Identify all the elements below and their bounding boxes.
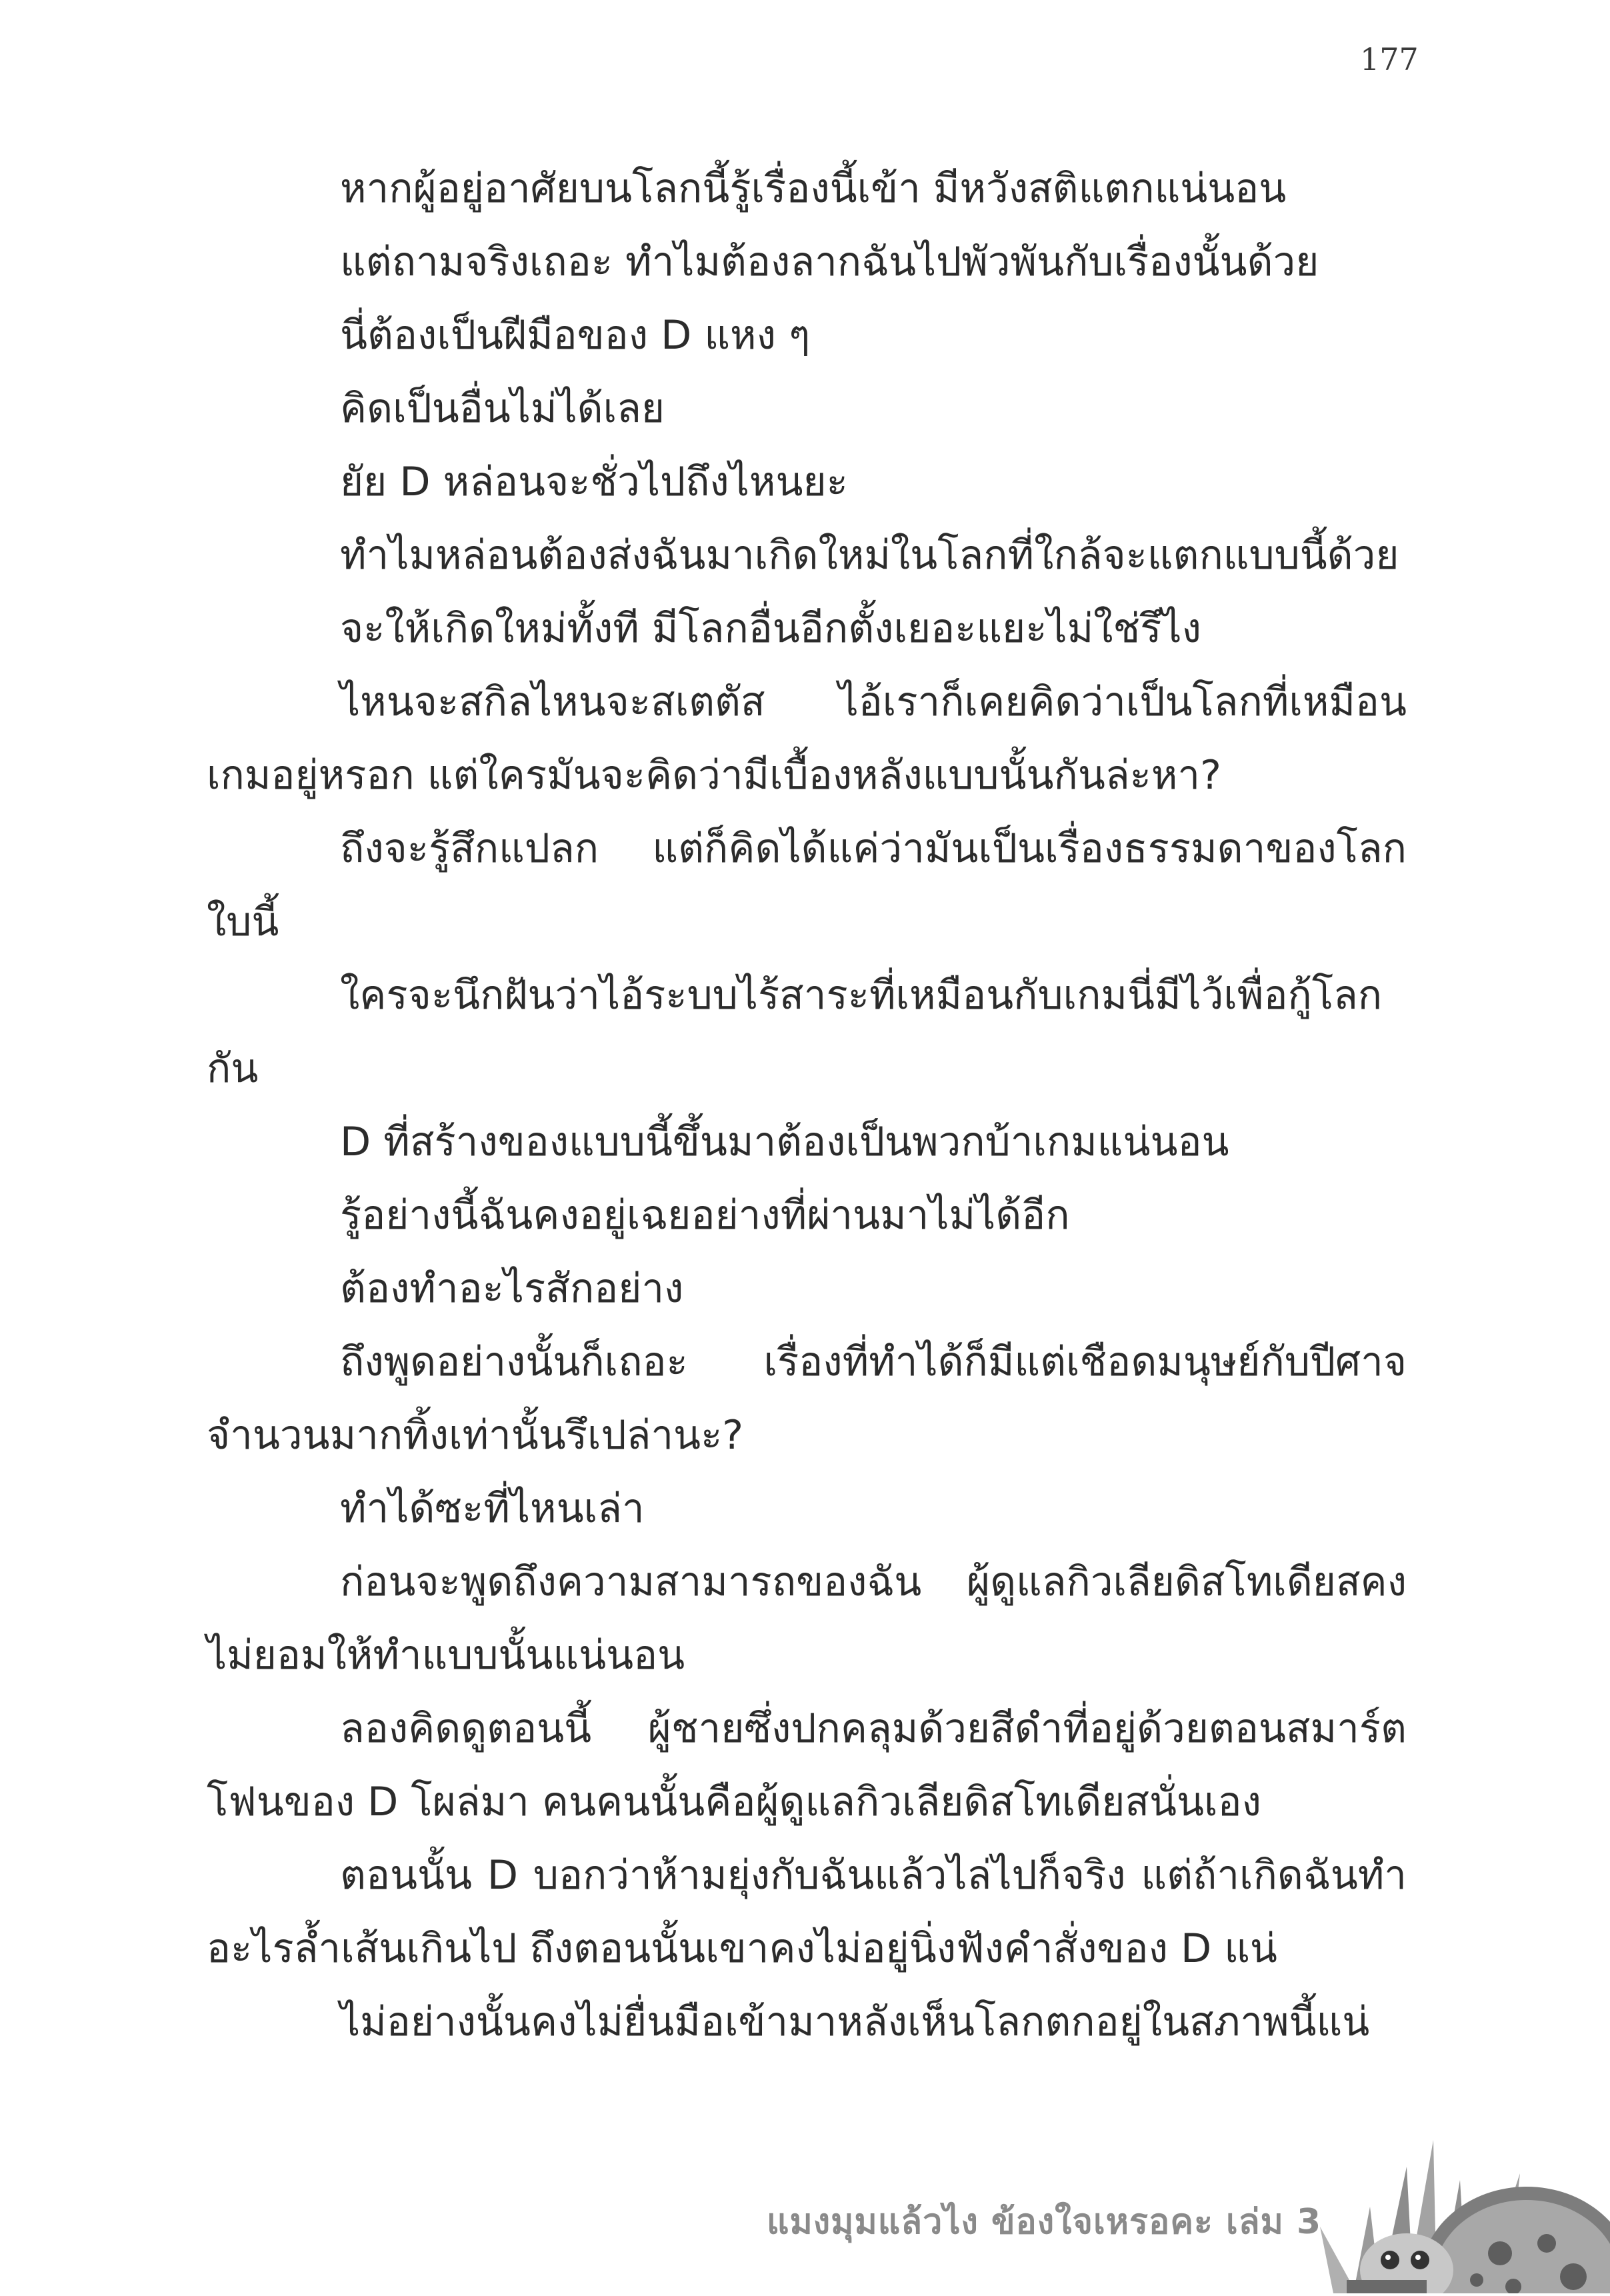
- paragraph: ลองคิดดูตอนนี้ ผู้ชายซึ่งปกคลุมด้วยสีดำที่อยู่ด้วยตอนสมาร์ตโฟนของ D โผล่มา คนคนนั้นคือผู้ดูแลกิวเลียดิสโทเดียสนั่นเอง: [207, 1705, 1407, 1825]
- paragraph: ทำไมหล่อนต้องส่งฉันมาเกิดใหม่ในโลกที่ใกล้จะแตกแบบนี้ด้วย: [340, 532, 1399, 579]
- page-number: 177: [1360, 41, 1419, 77]
- paragraph: ไม่อย่างนั้นคงไม่ยื่นมือเข้ามาหลังเห็นโลกตกอยู่ในสภาพนี้แน่: [340, 1999, 1370, 2045]
- paragraph: แต่ถามจริงเถอะ ทำไมต้องลากฉันไปพัวพันกับเรื่องนั้นด้วย: [340, 239, 1319, 285]
- paragraph: ถึงจะรู้สึกแปลก แต่ก็คิดได้แค่ว่ามันเป็นเรื่องธรรมดาของโลกใบนี้: [207, 825, 1407, 945]
- paragraph: ถึงพูดอย่างนั้นก็เถอะ เรื่องที่ทำได้ก็มีแต่เชือดมนุษย์กับปีศาจจำนวนมากทิ้งเท่านั้นรึเปล่านะ?: [207, 1339, 1407, 1459]
- paragraph: ตอนนั้น D บอกว่าห้ามยุ่งกับฉันแล้วไล่ไปก็จริง แต่ถ้าเกิดฉันทำอะไรล้ำเส้นเกินไป ถึงตอนนั้นเขาคงไม่อยู่นิ่งฟังคำสั่งของ D แน่: [207, 1852, 1407, 1972]
- paragraph: หากผู้อยู่อาศัยบนโลกนี้รู้เรื่องนี้เข้า มีหวังสติแตกแน่นอน: [340, 165, 1287, 212]
- paragraph: D ที่สร้างของแบบนี้ขึ้นมาต้องเป็นพวกบ้าเกมแน่นอน: [340, 1119, 1229, 1165]
- footer-book-title: แมงมุมแล้วไง ข้องใจเหรอคะ เล่ม 3: [767, 2202, 1322, 2242]
- paragraph: ก่อนจะพูดถึงความสามารถของฉัน ผู้ดูแลกิวเลียดิสโทเดียสคงไม่ยอมให้ทำแบบนั้นแน่นอน: [207, 1559, 1407, 1679]
- paragraph: จะให้เกิดใหม่ทั้งที มีโลกอื่นอีกตั้งเยอะแยะไม่ใช่รึไง: [340, 605, 1201, 652]
- paragraph: คิดเป็นอื่นไม่ได้เลย: [340, 385, 665, 432]
- paragraph: ทำได้ซะที่ไหนเล่า: [340, 1485, 645, 1532]
- paragraph: นี่ต้องเป็นฝีมือของ D แหง ๆ: [340, 312, 811, 359]
- body-text: [207, 152, 1407, 2059]
- paragraph: ยัย D หล่อนจะชั่วไปถึงไหนยะ: [340, 459, 848, 505]
- paragraph: ต้องทำอะไรสักอย่าง: [340, 1265, 684, 1312]
- paragraph: รู้อย่างนี้ฉันคงอยู่เฉยอย่างที่ผ่านมาไม่ได้อีก: [340, 1192, 1070, 1239]
- spider-egg-mascot-icon: [1307, 2127, 1610, 2293]
- paragraph: ไหนจะสกิลไหนจะสเตตัส ไอ้เราก็เคยคิดว่าเป็นโลกที่เหมือนเกมอยู่หรอก แต่ใครมันจะคิดว่ามีเบื้องหลังแบบนั้นกันล่ะหา?: [207, 679, 1407, 799]
- paragraph: ใครจะนึกฝันว่าไอ้ระบบไร้สาระที่เหมือนกับเกมนี่มีไว้เพื่อกู้โลกกัน: [207, 972, 1383, 1092]
